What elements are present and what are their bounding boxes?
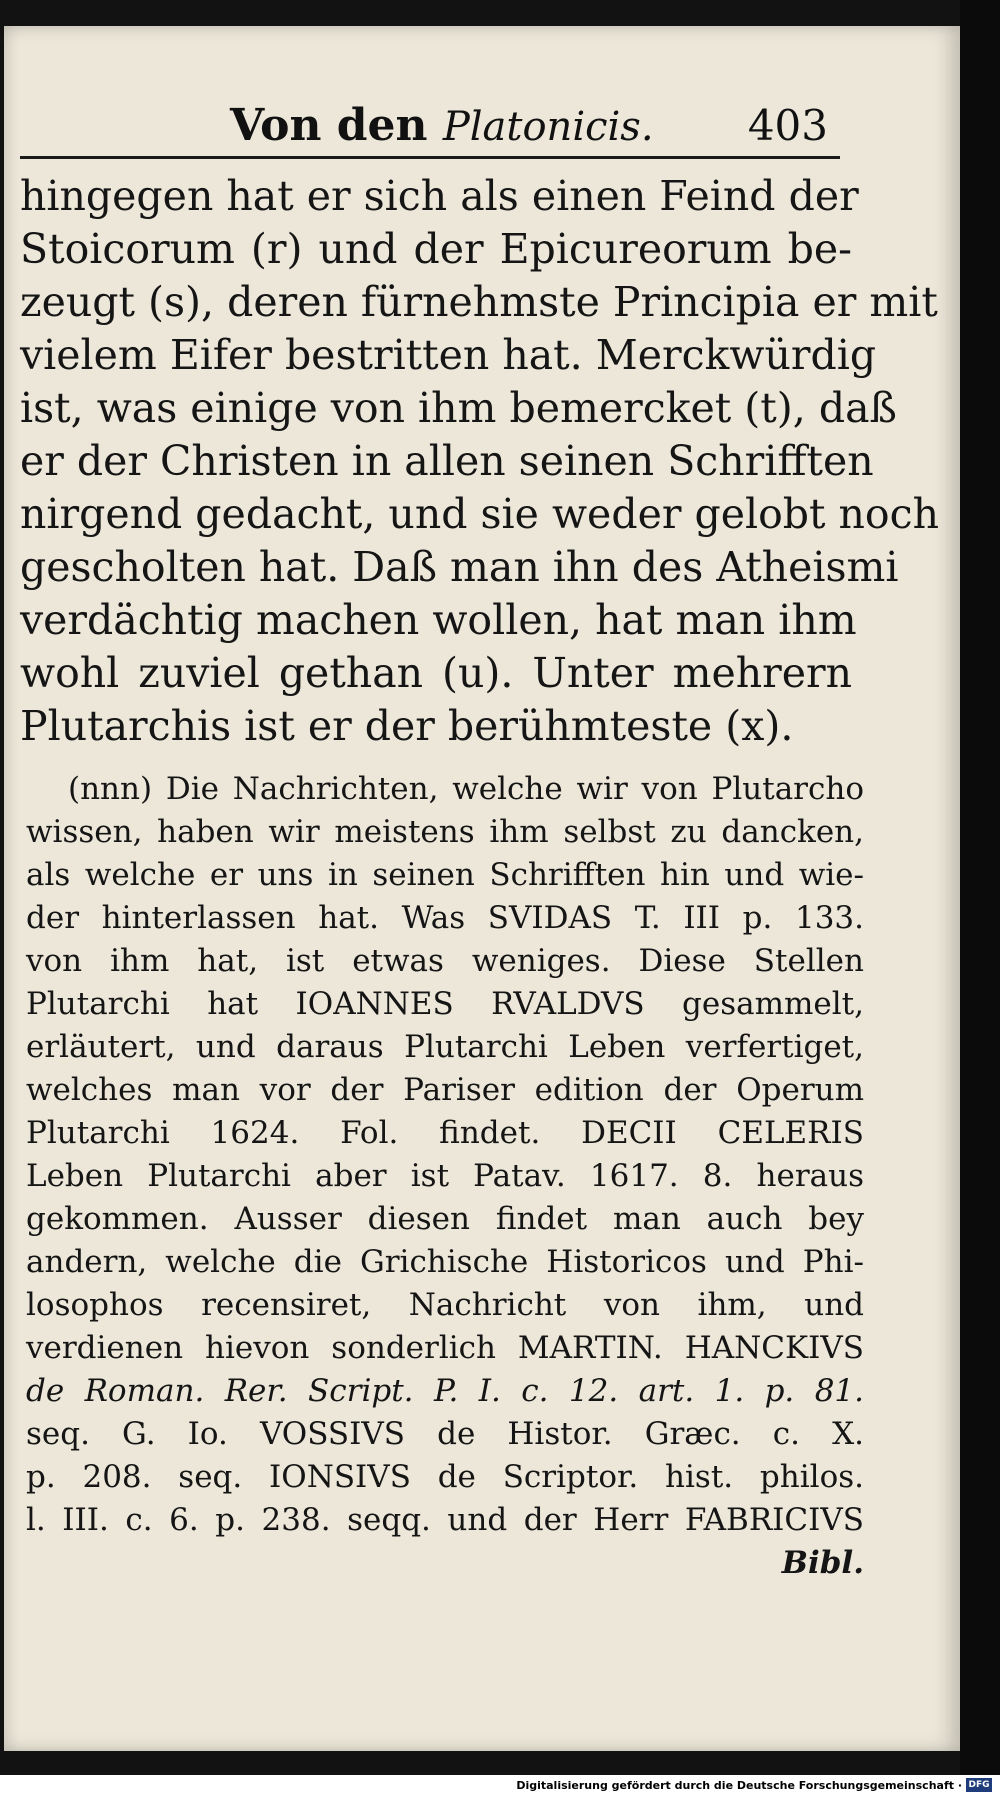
footnote-line: als welche er uns in seinen Schrifften hin und wie- [26, 857, 864, 893]
main-text-block [20, 170, 939, 753]
main-text-line: Stoicorum (r) und der Epicureorum be- [20, 225, 852, 273]
catchword: Bibl. [781, 1545, 864, 1581]
main-text-line: nirgend gedacht, und sie weder gelobt noch [20, 490, 939, 538]
footnote-line: der hinterlassen hat. Was SVIDAS T. III p. 133. [26, 900, 864, 936]
main-text-line: er der Christen in allen seinen Schrifften [20, 437, 874, 485]
digitization-credit: Digitalisierung gefördert durch die Deutsche Forschungsgemeinschaft · [516, 1779, 962, 1792]
main-text-line: wohl zuviel gethan (u). Unter mehrern [20, 649, 852, 697]
scan-edge [960, 0, 1000, 1775]
running-head [230, 96, 654, 157]
footnote-line: p. 208. seq. IONSIVS de Scriptor. hist. philos. [26, 1459, 864, 1495]
main-text-line: Plutarchis ist er der berühmteste (x). [20, 702, 794, 750]
dfg-logo: DFG [966, 1778, 992, 1792]
running-head-latin: Platonicis. [442, 104, 654, 150]
footnote-line: losophos recensiret, Nachricht von ihm, und [26, 1287, 864, 1323]
page-number: 403 [747, 101, 828, 150]
footnote-line: von ihm hat, ist etwas weniges. Diese Stellen [26, 943, 864, 979]
main-text-line: ist, was einige von ihm bemercket (t), daß [20, 384, 897, 432]
footnote-line: seq. G. Io. VOSSIVS de Histor. Græc. c. X. [26, 1416, 864, 1452]
footnote-line: l. III. c. 6. p. 238. seqq. und der Herr FABRICIVS [26, 1502, 864, 1538]
footnote-line: de Roman. Rer. Script. P. I. c. 12. art. 1. p. 81. [26, 1373, 864, 1409]
main-text-line: zeugt (s), deren fürnehmste Principia er mit [20, 278, 938, 326]
footnote-block [26, 768, 864, 1585]
footnote-line: verdienen hievon sonderlich MARTIN. HANCKIVS [26, 1330, 864, 1366]
main-text-line: verdächtig machen wollen, hat man ihm [20, 596, 857, 644]
footnote-line: welches man vor der Pariser edition der Operum [26, 1072, 864, 1108]
footnote-line: Plutarchi 1624. Fol. findet. DECII CELERIS [26, 1115, 864, 1151]
footnote-line: erläutert, und daraus Plutarchi Leben verfertiget, [26, 1029, 864, 1065]
footnote-line: andern, welche die Grichische Historicos und Phi- [26, 1244, 864, 1280]
page-header [20, 96, 840, 159]
main-text-line: gescholten hat. Daß man ihn des Atheismi [20, 543, 899, 591]
footnote-line: (nnn) Die Nachrichten, welche wir von Plutarcho [68, 771, 864, 807]
footnote-line: wissen, haben wir meistens ihm selbst zu dancken, [26, 814, 864, 850]
running-head-german: Von den [230, 100, 428, 151]
footnote-line: Leben Plutarchi aber ist Patav. 1617. 8. heraus [26, 1158, 864, 1194]
footnote-line: gekommen. Ausser diesen findet man auch bey [26, 1201, 864, 1237]
footnote-line: Plutarchi hat IOANNES RVALDVS gesammelt, [26, 986, 864, 1022]
main-text-line: vielem Eifer bestritten hat. Merckwürdig [20, 331, 877, 379]
main-text-line: hingegen hat er sich als einen Feind der [20, 172, 859, 220]
